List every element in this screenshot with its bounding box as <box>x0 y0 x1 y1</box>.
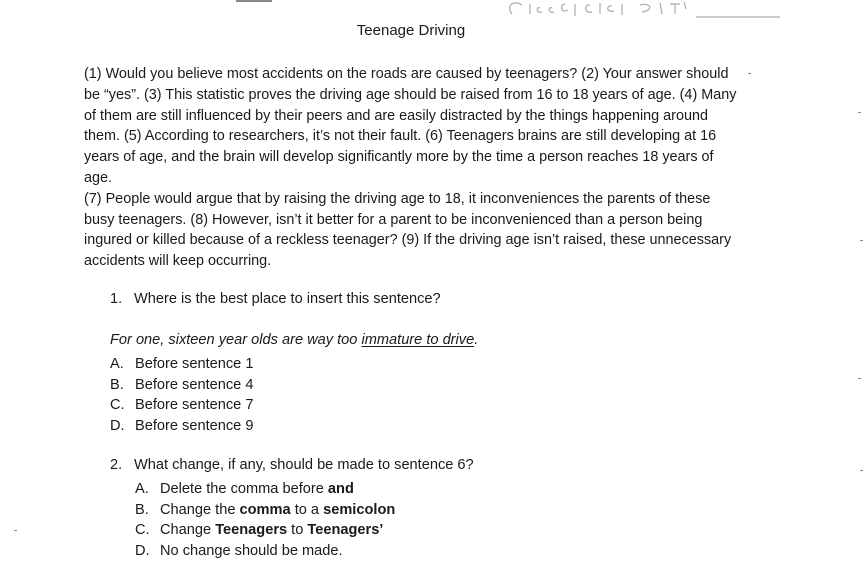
question-2-stem <box>110 457 474 473</box>
question-1-option-a[interactable]: A. Before sentence 1 <box>110 356 254 372</box>
question-1-option-b[interactable]: B. Before sentence 4 <box>110 376 254 393</box>
question-2-option-a[interactable]: A. Delete the comma before and <box>135 481 354 497</box>
passage-paragraph-2: (7) People would argue that by raising the driving age to 18, it inconveniences the parents of these busy teenagers. (8) However, isn’t it better for a parent to be inconvenienced than a person being ingured or killed because of a reckless teenager? (9) If the driving age isn’t raised, these unnecessary accidents will keep occurring. <box>84 190 732 270</box>
question-2-option-d[interactable]: D. No change should be made. <box>135 543 343 560</box>
passage-paragraph-1: (1) Would you believe most accidents on the roads are caused by teenagers? (2) Your answer should be “yes”. (3) This statistic proves the driving age should be raised from 16 to 18 years of age. (4) Many of them are still influenced by their peers and are easily distracted by the things happening around them. (5) According to researchers, it’s not their fault. (6) Teenagers brains are still developing at 16 years of age, and the brain will develop significantly more by the time a person reaches 18 years of age. <box>84 66 737 186</box>
question-2-number: 2. <box>110 457 123 473</box>
scan-speck <box>14 530 17 531</box>
scan-speck <box>748 73 751 74</box>
sentence-start: For one, sixteen year olds are way too <box>110 332 362 348</box>
question-1-number: 1. <box>110 291 123 307</box>
scan-speck <box>860 470 863 471</box>
sentence-end: . <box>474 332 479 348</box>
scan-speck <box>858 378 861 379</box>
question-2-option-b[interactable]: B. Change the comma to a semicolon <box>135 501 396 518</box>
question-1-stem <box>110 291 441 307</box>
question-2-options <box>135 479 395 562</box>
passage <box>84 64 744 272</box>
question-1-options <box>110 354 253 437</box>
scan-speck <box>858 112 861 113</box>
scan-speck <box>860 240 863 241</box>
question-2-option-c[interactable]: C. Change Teenagers to Teenagers’ <box>135 522 384 539</box>
question-1-option-c[interactable]: C. Before sentence 7 <box>110 397 254 414</box>
question-2-text: What change, if any, should be made to sentence 6? <box>134 457 474 473</box>
question-1-option-d[interactable]: D. Before sentence 9 <box>110 418 254 435</box>
sentence-underlined: immature to drive <box>361 332 475 348</box>
question-1-sentence <box>110 332 478 348</box>
question-1-text: Where is the best place to insert this sentence? <box>134 291 441 307</box>
document-title: Teenage Driving <box>356 22 466 39</box>
